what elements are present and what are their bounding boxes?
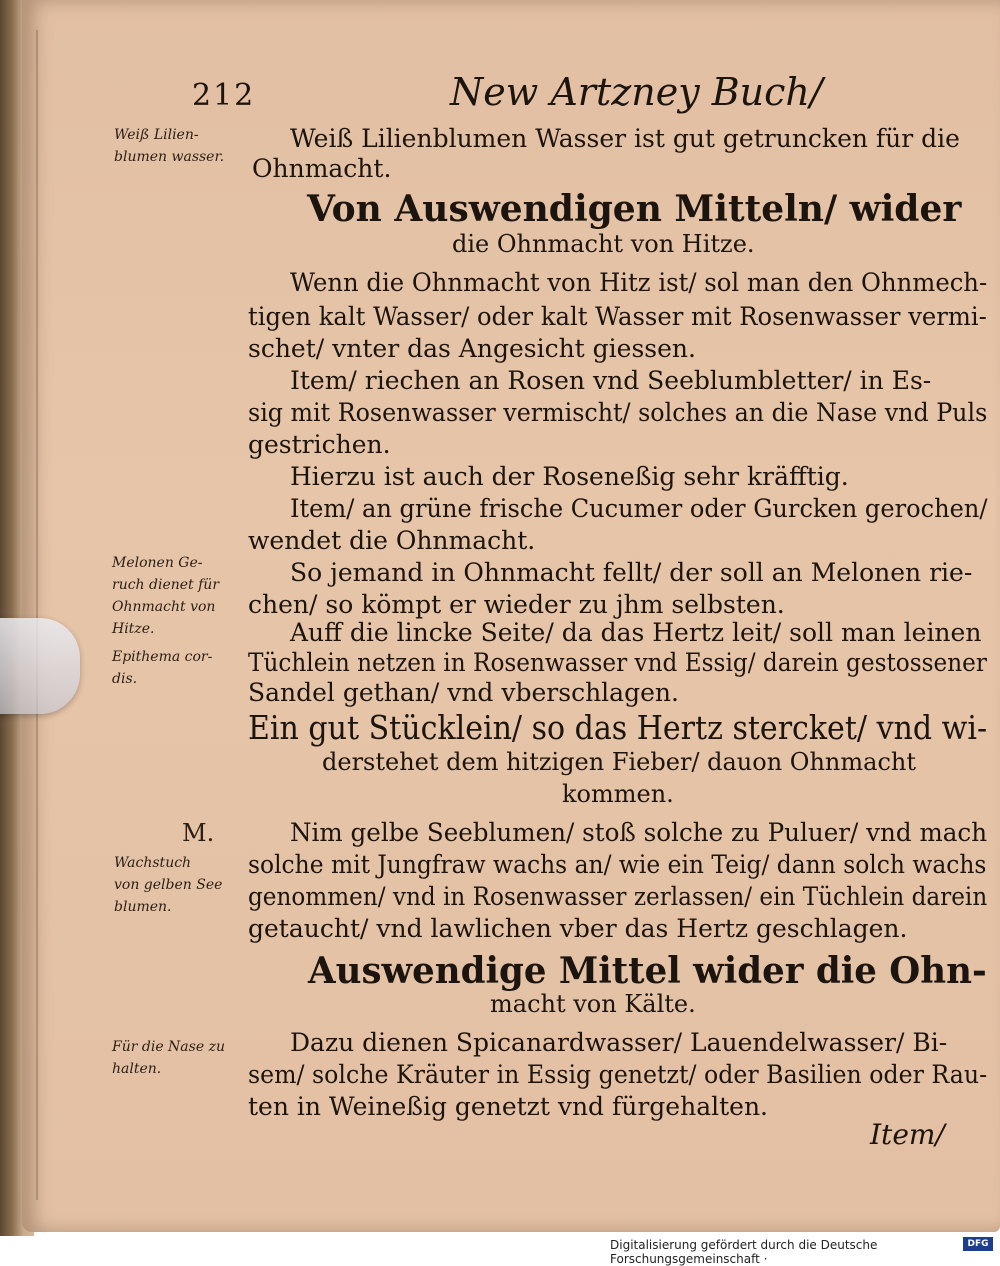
section-subheading: kommen. <box>562 780 674 808</box>
section-heading: Ein gut Stücklein/ so das Hertz stercket/ vnd wi- <box>248 708 988 747</box>
text-line: Ohnmacht. <box>252 154 392 183</box>
section-heading: Auswendige Mittel wider die Ohn- <box>308 950 987 992</box>
margin-note-letter-m: M. <box>182 819 215 847</box>
text-line: sem/ solche Kräuter in Essig genetzt/ oder Basilien oder Rau- <box>248 1060 988 1089</box>
text-line: Weiß Lilienblumen Wasser ist gut getruncken für die <box>290 124 960 153</box>
dfg-logo: DFG <box>963 1237 993 1251</box>
text-line: wendet die Ohnmacht. <box>248 526 536 555</box>
margin-note-wachstuch: Wachstuch von gelben See blumen. <box>114 855 223 915</box>
margin-note-nase: Für die Nase zu halten. <box>112 1039 225 1077</box>
section-subheading: die Ohnmacht von Hitze. <box>452 230 755 258</box>
text-line: tigen kalt Wasser/ oder kalt Wasser mit Rosenwasser vermi- <box>248 302 987 331</box>
text-line: solche mit Jungfraw wachs an/ wie ein Teig/ dann solch wachs <box>248 850 987 879</box>
text-line: Nim gelbe Seeblumen/ stoß solche zu Puluer/ vnd mach <box>290 818 988 847</box>
digitization-credit: Digitalisierung gefördert durch die Deutsche Forschungsgemeinschaft · <box>610 1238 878 1266</box>
margin-note-lilien: Weiß Lilien- blumen wasser. <box>114 127 225 165</box>
text-line: getaucht/ vnd lawlichen vber das Hertz geschlagen. <box>248 914 908 943</box>
margin-note-epithema: Epithema cor- dis. <box>112 649 213 687</box>
text-line: Sandel gethan/ vnd vberschlagen. <box>248 678 679 707</box>
text-line: Item/ riechen an Rosen vnd Seeblumbletter/ in Es- <box>290 366 932 395</box>
page-number: 212 <box>192 78 256 113</box>
margin-note-melonen: Melonen Ge- ruch dienet für Ohnmacht von Hitze. <box>112 555 220 637</box>
text-line: Wenn die Ohnmacht von Hitz ist/ sol man den Ohnmech- <box>290 268 988 297</box>
text-line: sig mit Rosenwasser vermischt/ solches an die Nase vnd Puls <box>248 398 988 427</box>
text-line: gestrichen. <box>248 430 391 459</box>
section-heading: Von Auswendigen Mitteln/ wider <box>307 188 962 230</box>
text-line: schet/ vnter das Angesicht giessen. <box>248 334 696 363</box>
section-subheading: derstehet dem hitzigen Fieber/ dauon Ohnmacht <box>322 748 916 776</box>
catchword: Item/ <box>870 1118 945 1151</box>
text-line: Tüchlein netzen in Rosenwasser vnd Essig/ darein gestossener <box>248 648 987 677</box>
text-line: ten in Weineßig genetzt vnd fürgehalten. <box>248 1092 768 1121</box>
text-line: Hierzu ist auch der Roseneßig sehr kräfftig. <box>290 462 849 491</box>
text-line: Item/ an grüne frische Cucumer oder Gurcken gerochen/ <box>290 494 988 523</box>
text-line: genommen/ vnd in Rosenwasser zerlassen/ ein Tüchlein darein <box>248 882 988 911</box>
book-page <box>22 0 1000 1232</box>
text-line: Dazu dienen Spicanardwasser/ Lauendelwasser/ Bi- <box>290 1028 948 1057</box>
gutter-shadow <box>36 30 38 1200</box>
section-subheading: macht von Kälte. <box>490 990 696 1018</box>
page-marker-tab <box>0 618 80 714</box>
text-line: Auff die lincke Seite/ da das Hertz leit/ soll man leinen <box>290 618 982 647</box>
text-line: chen/ so kömpt er wieder zu jhm selbsten. <box>248 590 785 619</box>
text-line: So jemand in Ohnmacht fellt/ der soll an Melonen rie- <box>290 558 973 587</box>
running-head: New Artzney Buch/ <box>450 70 823 114</box>
